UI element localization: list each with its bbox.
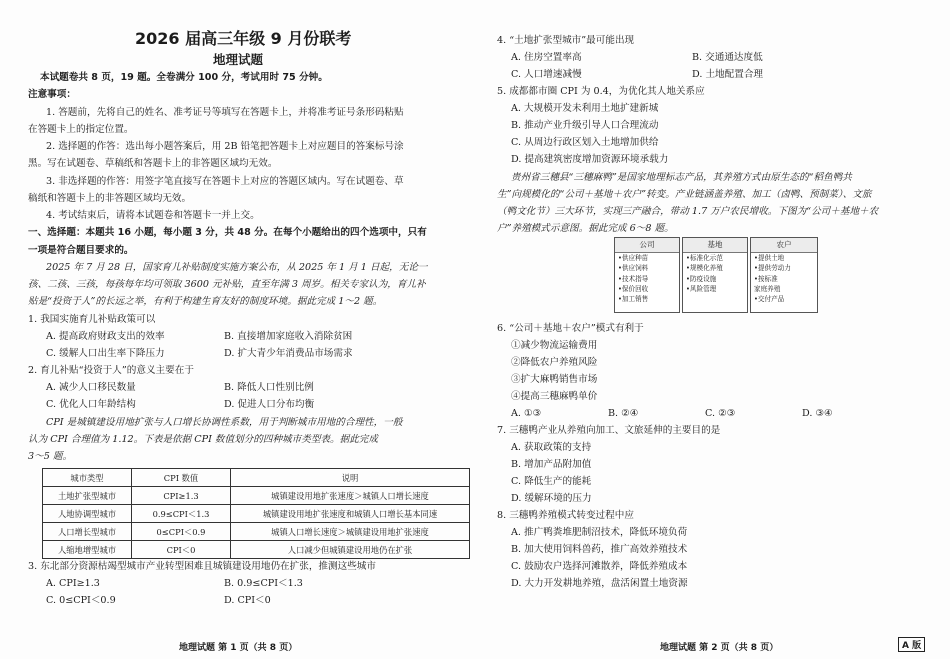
section-heading: 一、选择题：本题共 16 小题，每小题 3 分，共 48 分。在每个小题给出的四个选项中，只有: [28, 227, 427, 238]
passage-line: （鸭文化节）三大环节，实现三产融合，带动 1.7 万户农民增收。下图为“公司＋基地＋农: [497, 206, 879, 217]
passage-line: 2025 年 7 月 28 日，国家育儿补贴制度实施方案公布，从 2025 年 1 月 1 日起，无论一: [46, 262, 428, 273]
passage-line: 认为 CPI 合理值为 1.12。下表是依据 CPI 数值划分的四种城市类型表。据此完成: [28, 434, 378, 445]
option-a[interactable]: A. 获取政策的支持: [511, 442, 592, 453]
table-header-row: [43, 469, 470, 487]
table-cell: 人口减少但城镇建设用地仍在扩张: [231, 541, 470, 559]
option-d[interactable]: D. 大力开发耕地养殖，盘活闲置土地资源: [511, 578, 688, 589]
option-a[interactable]: A. 减少人口移民数量: [46, 382, 136, 393]
passage-line: CPI 是城镇建设用地扩张与人口增长协调性系数，用于判断城市用地的合理性，一般: [46, 417, 403, 428]
farmer-item: 家庭养殖: [754, 284, 781, 293]
statement: ④提高三穗麻鸭单价: [511, 391, 598, 402]
table-cell: CPI＜0: [132, 541, 231, 559]
table-cell: 0≤CPI＜0.9: [132, 523, 231, 541]
option-b[interactable]: B. 加大使用饲料兽药，推广高效养殖技术: [511, 544, 688, 555]
question-stem: 3. 东北部分资源枯竭型城市产业转型困难且城镇建设用地仍在扩张，推测这些城市: [28, 561, 376, 572]
statement: ①减少物流运输费用: [511, 340, 598, 351]
passage-line: 贴是“投资于人”的长远之举，有利于构建生育友好的制度环境。据此完成 1～2 题。: [28, 296, 383, 307]
note-line: 在答题卡上的指定位置。: [28, 124, 134, 135]
question-stem: 1. 我国实施育儿补贴政策可以: [28, 314, 156, 325]
option-b[interactable]: B. 直接增加家庭收入消除贫困: [224, 331, 353, 342]
farmer-box-title: 农户: [751, 238, 817, 253]
base-item: •防疫设施: [686, 274, 717, 283]
table-cell: 人地协调型城市: [43, 505, 132, 523]
base-item: •风险管理: [686, 284, 717, 293]
passage-line: 户”养殖模式示意图。据此完成 6～8 题。: [497, 223, 674, 234]
question-stem: 8. 三穗鸭养殖模式转变过程中应: [497, 510, 634, 521]
table-cell: 城镇人口增长速度＞城镇建设用地扩张速度: [231, 523, 470, 541]
company-item: •供应种苗: [618, 254, 649, 262]
option-c[interactable]: C. 0≤CPI＜0.9: [46, 595, 116, 606]
option-c[interactable]: C. 从周边行政区划入土地增加供给: [511, 137, 659, 148]
option-d[interactable]: D. 促进人口分布均衡: [224, 399, 315, 410]
passage-line: 孩、二孩、三孩，每孩每年均可领取 3600 元补贴，直至年满 3 周岁。相关专家认为，育儿补: [28, 279, 426, 290]
option-c[interactable]: C. 降低生产的能耗: [511, 476, 592, 487]
table-header: CPI 数值: [132, 469, 231, 487]
option-b[interactable]: B. 增加产品附加值: [511, 459, 592, 470]
note-line: 稿纸和答题卡上的非答题区域均无效。: [28, 193, 192, 204]
farmer-item: •提供劳动力: [754, 264, 791, 273]
company-box-title: 公司: [615, 238, 679, 253]
base-box: [682, 237, 748, 313]
question-stem: 6. “公司＋基地＋农户”模式有利于: [497, 323, 644, 334]
table-cell: 城镇建设用地扩张速度和城镇人口增长基本同速: [231, 505, 470, 523]
table-cell: 0.9≤CPI＜1.3: [132, 505, 231, 523]
table-header: 说明: [231, 469, 470, 487]
farmer-item: •提供土地: [754, 254, 785, 262]
question-stem: 2. 育儿补贴“投资于人”的意义主要在于: [28, 365, 194, 376]
farmer-item: •按标准: [754, 274, 778, 283]
table-header: 城市类型: [43, 469, 132, 487]
note-line: 2. 选择题的作答：选出每小题答案后，用 2B 铅笔把答题卡上对应题目的答案标号涂: [46, 141, 404, 152]
passage-line: 贵州省三穗县“三穗麻鸭”是国家地理标志产品，其养殖方式由原生态的“稻鱼鸭共: [511, 172, 852, 183]
option-a[interactable]: A. CPI≥1.3: [46, 578, 100, 589]
exam-subject: 地理试题: [213, 52, 264, 67]
passage-line: 生”向规模化的“公司＋基地＋农户”转变。产业链涵盖养殖、加工（卤鸭、预制菜）、文旅: [497, 189, 872, 200]
base-item: •标准化示范: [686, 254, 723, 262]
option-a[interactable]: A. 住房空置率高: [511, 52, 582, 63]
option-b[interactable]: B. 降低人口性别比例: [224, 382, 314, 393]
option-d[interactable]: D. 扩大青少年消费品市场需求: [224, 348, 353, 359]
option-b[interactable]: B. ②④: [608, 408, 639, 419]
table-cell: 人缩地增型城市: [43, 541, 132, 559]
farmer-box: [750, 237, 818, 313]
note-line: 1. 答题前，先将自己的姓名、准考证号等填写在答题卡上，并将准考证号条形码粘贴: [46, 107, 404, 118]
option-d[interactable]: D. CPI＜0: [224, 595, 271, 606]
table-cell: 人口增长型城市: [43, 523, 132, 541]
option-c[interactable]: C. ②③: [705, 408, 736, 419]
option-d[interactable]: D. 缓解环境的压力: [511, 493, 592, 504]
option-d[interactable]: D. 提高建筑密度增加资源环境承载力: [511, 154, 669, 165]
table-row: [43, 487, 470, 505]
company-base-farmer-diagram: [614, 237, 819, 313]
option-a[interactable]: A. 提高政府财政支出的效率: [46, 331, 165, 342]
question-stem: 7. 三穗鸭产业从养殖向加工、文旅延伸的主要目的是: [497, 425, 721, 436]
option-b[interactable]: B. 推动产业升级引导人口合理流动: [511, 120, 659, 131]
table-cell: 土地扩张型城市: [43, 487, 132, 505]
company-item: •技术指导: [618, 274, 649, 283]
notes-title: 注意事项：: [28, 89, 76, 100]
option-a[interactable]: A. 推广鸭粪堆肥制沼技术，降低环境负荷: [511, 527, 688, 538]
company-item: •加工销售: [618, 295, 649, 304]
cpi-table: [42, 468, 470, 559]
base-box-title: 基地: [683, 238, 747, 253]
version-badge: A 版: [898, 637, 925, 652]
farmer-item: •交付产品: [754, 295, 785, 304]
option-d[interactable]: D. 土地配置合理: [692, 69, 764, 80]
passage-line: 3～5 题。: [28, 451, 73, 462]
option-d[interactable]: D. ③④: [802, 408, 833, 419]
base-item: •规模化养殖: [686, 264, 723, 273]
page-footer-right: 地理试题 第 2 页（共 8 页）: [660, 643, 779, 653]
option-c[interactable]: C. 人口增速减慢: [511, 69, 582, 80]
note-line: 4. 考试结束后，请将本试题卷和答题卡一并上交。: [46, 210, 260, 221]
option-b[interactable]: B. 交通通达度低: [692, 52, 763, 63]
option-a[interactable]: A. ①③: [511, 408, 542, 419]
note-line: 3. 非选择题的作答：用签字笔直接写在答题卡上对应的答题区域内。写在试题卷、草: [46, 176, 404, 187]
statement: ②降低农户养殖风险: [511, 357, 598, 368]
option-a[interactable]: A. 大规模开发未利用土地扩建新城: [511, 103, 659, 114]
option-b[interactable]: B. 0.9≤CPI＜1.3: [224, 578, 303, 589]
exam-title: 2026 届高三年级 9 月份联考: [135, 29, 352, 48]
company-item: •保价回收: [618, 284, 649, 293]
section-heading: 一项是符合题目要求的。: [28, 245, 134, 256]
page-footer-left: 地理试题 第 1 页（共 8 页）: [179, 643, 298, 653]
option-c[interactable]: C. 优化人口年龄结构: [46, 399, 136, 410]
statement: ③扩大麻鸭销售市场: [511, 374, 598, 385]
exam-info: 本试题卷共 8 页，19 题。全卷满分 100 分，考试用时 75 分钟。: [40, 72, 328, 83]
question-stem: 4. “土地扩张型城市”最可能出现: [497, 35, 635, 46]
option-c[interactable]: C. 鼓励农户选择河滩散养，降低养殖成本: [511, 561, 688, 572]
note-line: 黑。写在试题卷、草稿纸和答题卡上的非答题区域均无效。: [28, 158, 278, 169]
table-cell: CPI≥1.3: [132, 487, 231, 505]
question-stem: 5. 成都都市圈 CPI 为 0.4，为优化其人地关系应: [497, 86, 705, 97]
table-cell: 城镇建设用地扩张速度＞城镇人口增长速度: [231, 487, 470, 505]
table-row: [43, 505, 470, 523]
option-c[interactable]: C. 缓解人口出生率下降压力: [46, 348, 165, 359]
table-row: [43, 541, 470, 559]
table-row: [43, 523, 470, 541]
company-item: •供应饲料: [618, 264, 649, 273]
company-box: [614, 237, 680, 313]
